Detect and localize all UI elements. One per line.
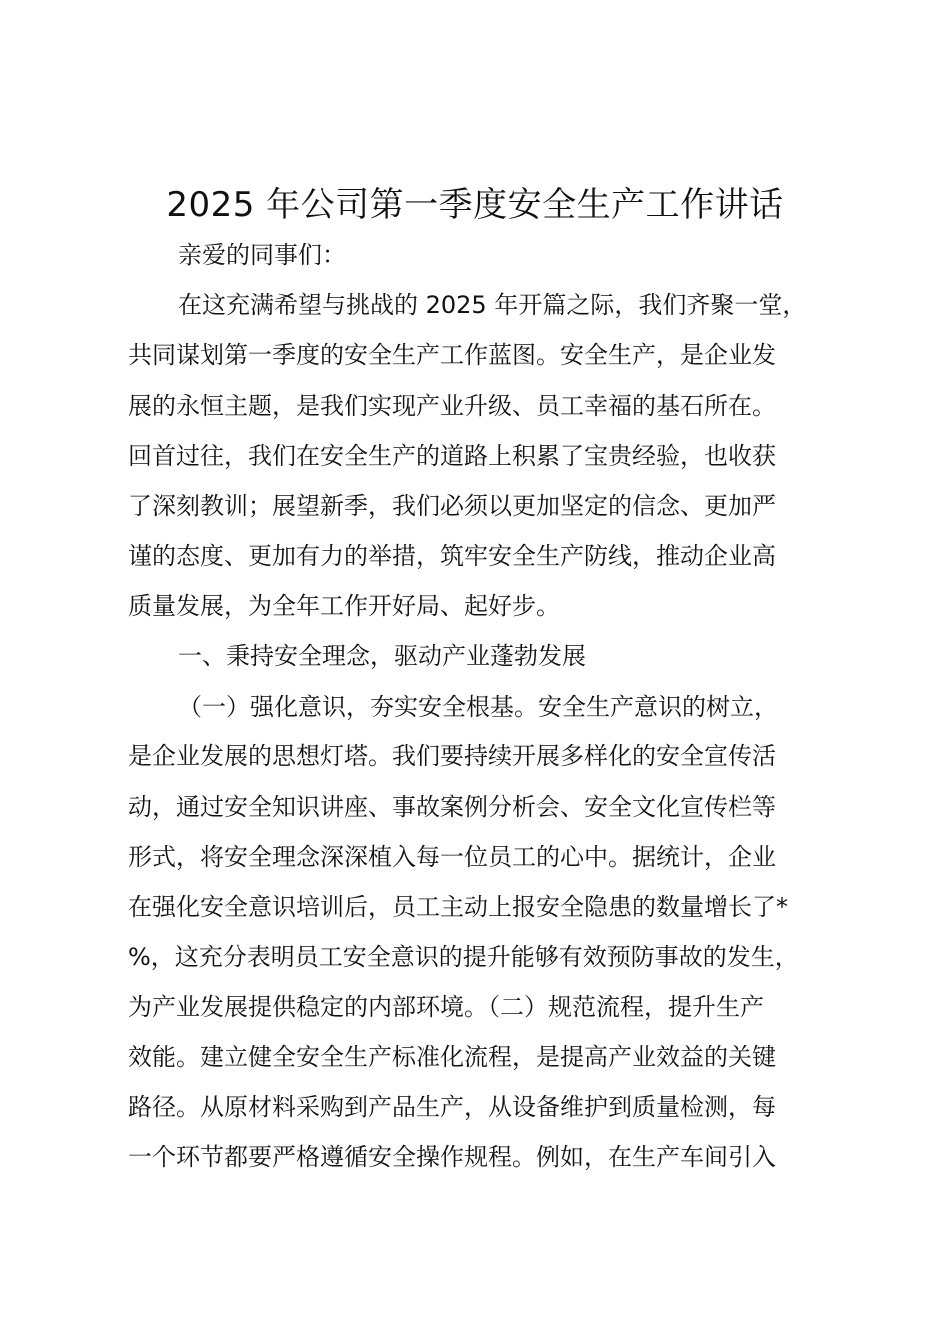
body-line: （一）强化意识，夯实安全根基。安全生产意识的树立， [178, 693, 778, 721]
body-line: 形式，将安全理念深深植入每一位员工的心中。据统计，企业 [128, 843, 776, 871]
body-line: 展的永恒主题，是我们实现产业升级、员工幸福的基石所在。 [128, 392, 776, 420]
body-line: 谨的态度、更加有力的举措，筑牢安全生产防线，推动企业高 [128, 542, 776, 570]
body-line: 回首过往，我们在安全生产的道路上积累了宝贵经验，也收获 [128, 442, 776, 470]
body-line: %，这充分表明员工安全意识的提升能够有效预防事故的发生， [128, 943, 799, 971]
body-line: 在强化安全意识培训后，员工主动上报安全隐患的数量增长了* [128, 893, 788, 921]
body-line: 是企业发展的思想灯塔。我们要持续开展多样化的安全宣传活 [128, 742, 776, 770]
body-line: 为产业发展提供稳定的内部环境。（二）规范流程，提升生产 [128, 993, 764, 1021]
greeting: 亲爱的同事们： [178, 241, 346, 269]
body-line: 质量发展，为全年工作开好局、起好步。 [128, 592, 560, 620]
body-line: 动，通过安全知识讲座、事故案例分析会、安全文化宣传栏等 [128, 793, 776, 821]
document-title: 2025 年公司第一季度安全生产工作讲话 [166, 185, 784, 225]
section-heading: 一、秉持安全理念，驱动产业蓬勃发展 [178, 642, 586, 670]
body-line: 了深刻教训；展望新季，我们必须以更加坚定的信念、更加严 [128, 492, 776, 520]
body-line: 共同谋划第一季度的安全生产工作蓝图。安全生产，是企业发 [128, 341, 776, 369]
body-line: 效能。建立健全安全生产标准化流程，是提高产业效益的关键 [128, 1043, 776, 1071]
body-line: 在这充满希望与挑战的 2025 年开篇之际，我们齐聚一堂， [178, 291, 807, 319]
body-line: 路径。从原材料采购到产品生产，从设备维护到质量检测，每 [128, 1093, 776, 1121]
body-line: 一个环节都要严格遵循安全操作规程。例如，在生产车间引入 [128, 1143, 776, 1171]
